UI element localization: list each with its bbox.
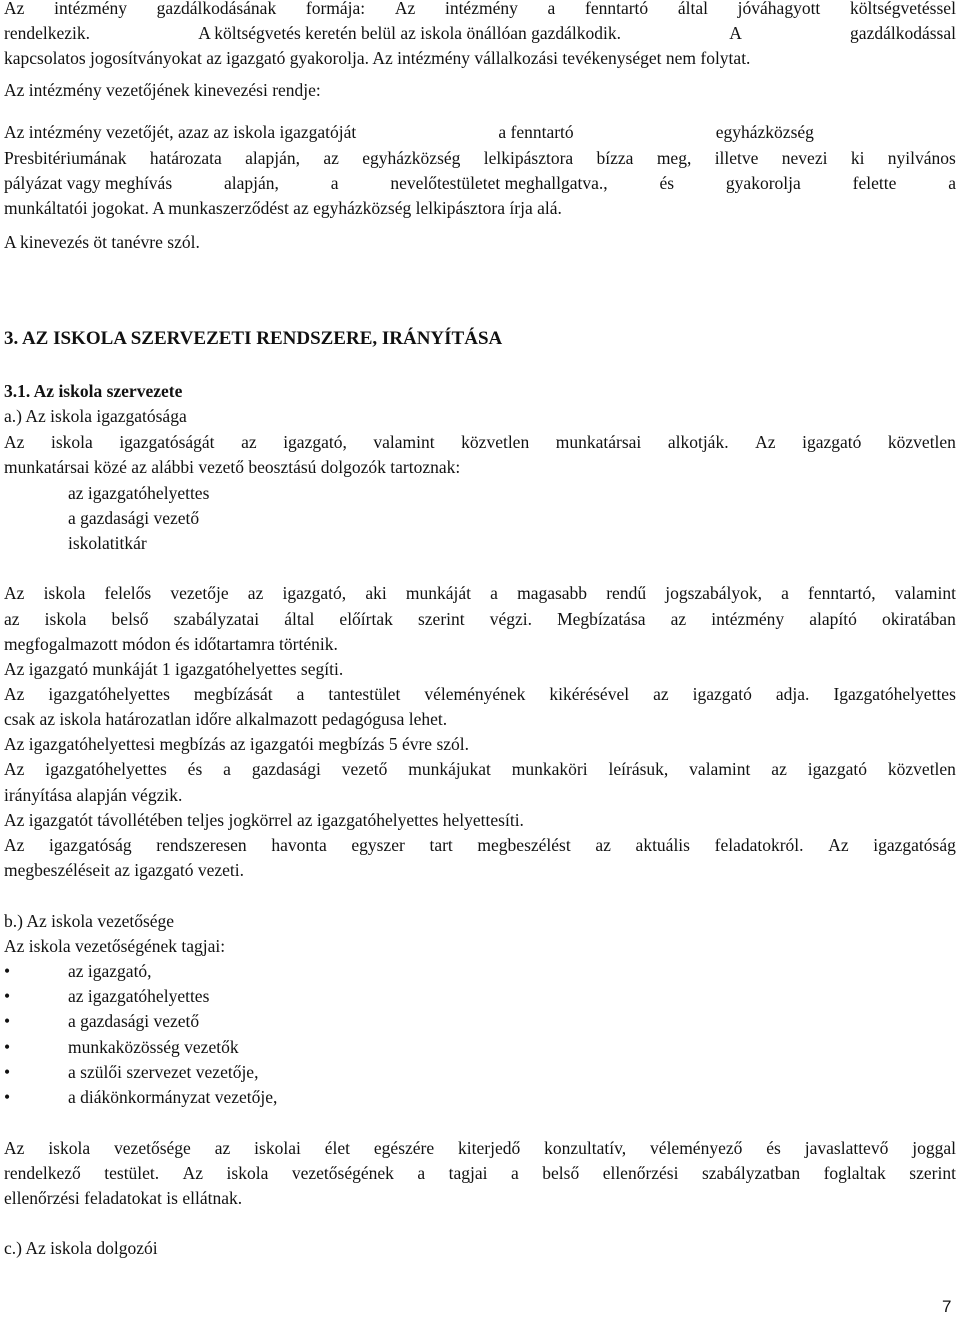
paragraph-line: Az iskola felelős vezetője az igazgató, aki munkáját a magasabb rendű jogszabályok, a fenntartó, valamint — [4, 583, 956, 603]
subsection-title: c.) Az iskola dolgozói — [4, 1238, 158, 1258]
paragraph-line: Az intézmény vezetőjét, azaz az iskola igazgatóját a fenntartó egyházközség — [4, 122, 814, 142]
bullet-icon: • — [4, 1062, 11, 1082]
paragraph-line: kapcsolatos jogosítványokat az igazgató gyakorolja. Az intézmény vállalkozási tevékenységet nem folytat. — [4, 48, 751, 68]
paragraph-line: Az igazgatóhelyettes és a gazdasági vezető munkájukat munkaköri leírásuk, valamint az igazgató közvetlen — [4, 759, 956, 779]
paragraph-line: Presbitériumának határozata alapján, az egyházközség lelkipásztora bízza meg, illetve nevezi ki nyilvános — [4, 148, 956, 168]
list-item: iskolatitkár — [68, 533, 147, 553]
list-item: munkaközösség vezetők — [68, 1037, 239, 1057]
paragraph-line: rendelkezik. A költségvetés keretén belül az iskola önállóan gazdálkodik. A gazdálkodással — [4, 23, 956, 43]
paragraph-line: Az igazgatóság rendszeresen havonta egyszer tart megbeszélést az aktuális feladatokról. Az igazgatóság — [4, 835, 956, 855]
subsection-title: b.) Az iskola vezetősége — [4, 911, 175, 931]
paragraph-line: Az iskola vezetősége az iskolai élet egészére kiterjedő konzultatív, véleményező és javaslattevő joggal — [4, 1138, 956, 1158]
bullet-icon: • — [4, 986, 11, 1006]
paragraph-line: rendelkező testület. Az iskola vezetőségének a tagjai a belső ellenőrzési szabályzatban foglaltak szerint — [4, 1163, 956, 1183]
paragraph-line: megbeszéléseit az igazgató vezeti. — [4, 860, 245, 880]
list-item: az igazgatóhelyettes — [68, 986, 210, 1006]
paragraph-line: Az intézmény gazdálkodásának formája: Az intézmény a fenntartó által jóváhagyott költségvetéssel — [4, 0, 956, 18]
bullet-icon: • — [4, 1037, 11, 1057]
list-item: a gazdasági vezető — [68, 1011, 200, 1031]
paragraph-line: csak az iskola határozatlan időre alkalmazott pedagógusa lehet. — [4, 709, 448, 729]
paragraph-line: A kinevezés öt tanévre szól. — [4, 232, 200, 252]
paragraph-line: Az iskola igazgatóságát az igazgató, valamint közvetlen munkatársai alkotják. Az igazgató közvetlen — [4, 432, 956, 452]
paragraph-line: ellenőrzési feladatokat is ellátnak. — [4, 1188, 243, 1208]
list-item: a szülői szervezet vezetője, — [68, 1062, 259, 1082]
paragraph-line: Az igazgató munkáját 1 igazgatóhelyettes segíti. — [4, 659, 344, 679]
list-item: a gazdasági vezető — [68, 508, 200, 528]
page-number: 7 — [942, 1297, 952, 1316]
bullet-icon: • — [4, 961, 11, 981]
paragraph-line: megfogalmazott módon és időtartamra történik. — [4, 634, 338, 654]
paragraph-line: irányítása alapján végzik. — [4, 785, 183, 805]
paragraph-line: munkatársai közé az alábbi vezető beosztású dolgozók tartoznak: — [4, 457, 461, 477]
section-heading: 3. AZ ISKOLA SZERVEZETI RENDSZERE, IRÁNYÍTÁSA — [4, 328, 503, 349]
bullet-icon: • — [4, 1087, 11, 1107]
subsection-heading: 3.1. Az iskola szervezete — [4, 381, 183, 401]
paragraph-line: Az intézmény vezetőjének kinevezési rendje: — [4, 80, 321, 100]
paragraph-line: munkáltatói jogokat. A munkaszerződést az egyházközség lelkipásztora írja alá. — [4, 198, 562, 218]
subsection-title: a.) Az iskola igazgatósága — [4, 406, 187, 426]
list-item: az igazgató, — [68, 961, 152, 981]
list-item: a diákönkormányzat vezetője, — [68, 1087, 278, 1107]
paragraph-line: Az igazgatóhelyettes megbízását a tantestület véleményének kikérésével az igazgató adja. Igazgatóhelyettes — [4, 684, 956, 704]
paragraph-line: Az igazgatóhelyettesi megbízás az igazgatói megbízás 5 évre szól. — [4, 734, 470, 754]
paragraph-line: Az igazgatót távollétében teljes jogkörrel az igazgatóhelyettes helyettesíti. — [4, 810, 524, 830]
paragraph-line: pályázat vagy meghívás alapján, a nevelőtestületet meghallgatva., és gyakorolja felette a — [4, 173, 956, 193]
paragraph-line: Az iskola vezetőségének tagjai: — [4, 936, 226, 956]
list-item: az igazgatóhelyettes — [68, 483, 210, 503]
bullet-icon: • — [4, 1011, 11, 1031]
paragraph-line: az iskola belső szabályzatai által előírtak szerint végzi. Megbízatása az intézmény alapító okiratában — [4, 609, 956, 629]
